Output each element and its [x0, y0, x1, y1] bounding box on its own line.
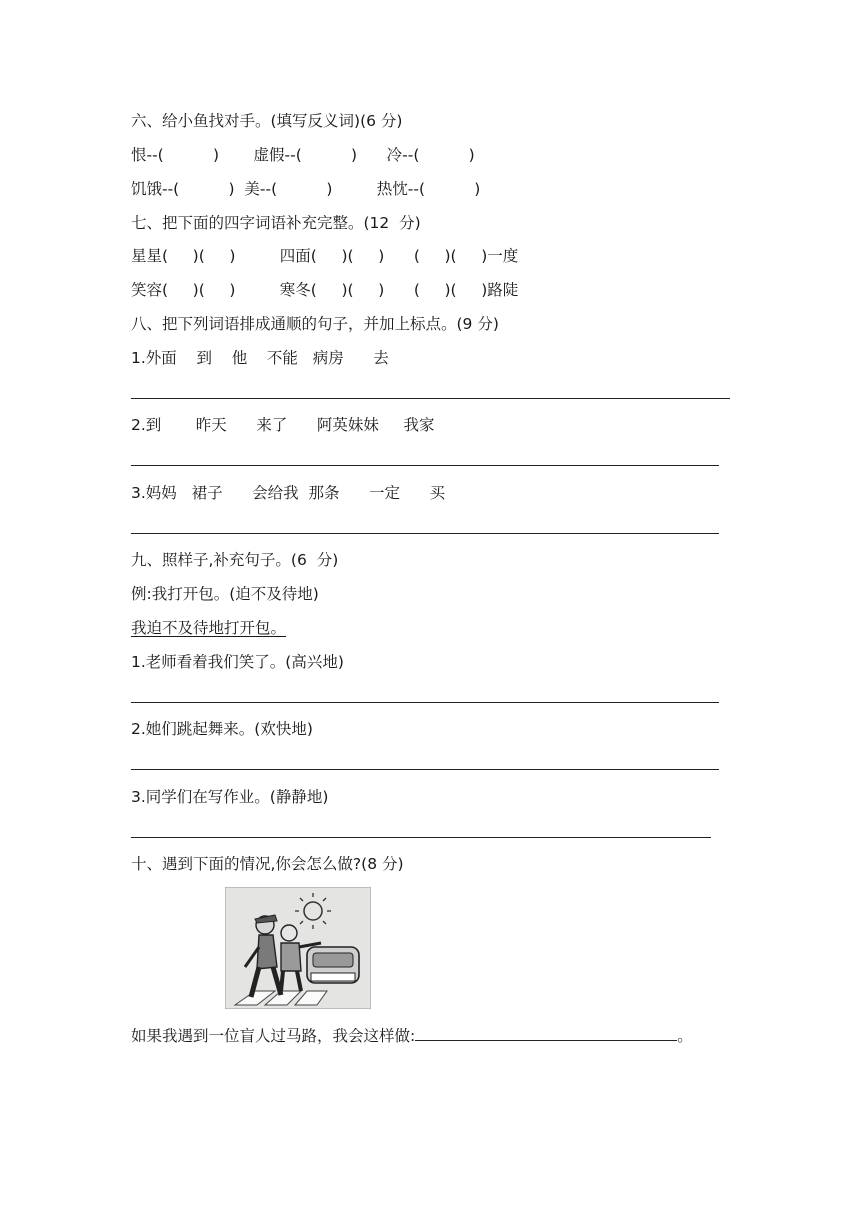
answer-line[interactable]	[131, 465, 719, 466]
answer-line[interactable]	[131, 702, 719, 703]
blind-man-crossing-illustration	[225, 887, 371, 1009]
section-6-row-1: 恨--( ) 虚假--( ) 冷--( )	[131, 146, 475, 164]
section-9-question-3: 3.同学们在写作业。(静静地)	[131, 788, 329, 806]
answer-line[interactable]	[131, 533, 719, 534]
section-8-title: 八、把下列词语排成通顺的句子，并加上标点。(9 分)	[131, 315, 499, 333]
section-10-title: 十、遇到下面的情况,你会怎么做?(8 分)	[131, 855, 404, 873]
answer-line[interactable]	[131, 398, 730, 399]
section-10-prompt: 如果我遇到一位盲人过马路，我会这样做: 。	[131, 1024, 693, 1047]
section-8-question-2: 2.到 昨天 来了 阿英妹妹 我家	[131, 416, 435, 434]
section-7-row-2: 笑容( )( ) 寒冬( )( ) ( )( )路陡	[131, 281, 519, 299]
section-8-question-3: 3.妈妈 裙子 会给我 那条 一定 买	[131, 484, 446, 502]
section-6-row-2: 饥饿--( ) 美--( ) 热忱--( )	[131, 180, 481, 198]
section-9-example-answer: 我迫不及待地打开包。	[131, 619, 287, 637]
answer-line[interactable]	[131, 837, 711, 838]
answer-line[interactable]	[131, 769, 719, 770]
section-9-title: 九、照样子,补充句子。(6 分)	[131, 551, 339, 569]
section-8-question-1: 1.外面 到 他 不能 病房 去	[131, 349, 389, 367]
section-9-question-1: 1.老师看着我们笑了。(高兴地)	[131, 653, 344, 671]
section-9-example: 例:我打开包。(迫不及待地)	[131, 585, 319, 603]
section-7-title: 七、把下面的四字词语补充完整。(12 分)	[131, 214, 421, 232]
section-9-question-2: 2.她们跳起舞来。(欢快地)	[131, 720, 313, 738]
section-6-title: 六、给小鱼找对手。(填写反义词)(6 分)	[131, 112, 403, 130]
section-7-row-1: 星星( )( ) 四面( )( ) ( )( )一度	[131, 247, 519, 265]
answer-blank[interactable]	[415, 1024, 677, 1041]
